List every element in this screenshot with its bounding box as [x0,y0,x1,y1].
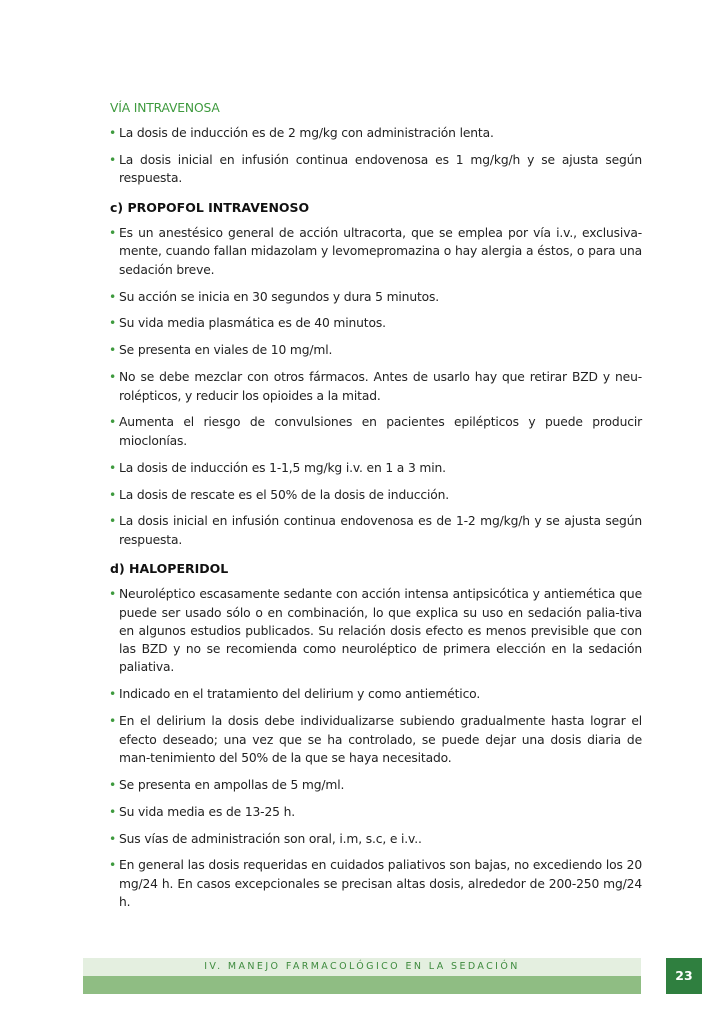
via-intravenosa-list [110,124,642,187]
section-heading-via-intravenosa: VÍA INTRAVENOSA [110,101,220,115]
list-item: • Es un anestésico general de acción ultracorta, que se emplea por vía i.v., exclusiva-mente, cuando fallan midazolam y levomepromazina o hay alergia a éstos, o para una sedación breve. [110,224,642,279]
list-item: • Su vida media plasmática es de 40 minutos. [110,314,642,332]
section-title-haloperidol: d) HALOPERIDOL [110,560,229,576]
list-item: • Indicado en el tratamiento del delirium y como antiemético. [110,685,642,703]
list-item: • No se debe mezclar con otros fármacos. Antes de usarlo hay que retirar BZD y neu-rolépticos, y reducir los opioides a la mitad. [110,368,642,405]
main-content [110,99,642,920]
list-item: • La dosis inicial en infusión continua endovenosa es de 1-2 mg/kg/h y se ajusta según respuesta. [110,512,642,549]
section-title-propofol: c) PROPOFOL INTRAVENOSO [110,199,310,215]
haloperidol-list [110,585,642,911]
list-item: • La dosis de inducción es 1-1,5 mg/kg i.v. en 1 a 3 min. [110,459,642,477]
list-item: • Su acción se inicia en 30 segundos y dura 5 minutos. [110,288,642,306]
list-item: • Neuroléptico escasamente sedante con acción intensa antipsicótica y antiemética que puede ser usado sólo o en combinación, lo que explica su uso en sedación palia-tiva en algunos estudios publicados. Su relación dosis efecto es menos previsible que con las BZD y no se recomienda como neuroléptico de primera elección en la sedación paliativa. [110,585,642,676]
propofol-list [110,224,642,549]
list-item: • En el delirium la dosis debe individualizarse subiendo gradualmente hasta lograr el efecto deseado; una vez que se ha controlado, se puede dejar una dosis diaria de man-tenimiento del 50% de la que se haya necesitado. [110,712,642,767]
list-item: • Su vida media es de 13-25 h. [110,803,642,821]
footer-chapter-title: IV. MANEJO FARMACOLÓGICO EN LA SEDACIÓN [204,961,520,972]
list-item: • Se presenta en viales de 10 mg/ml. [110,341,642,359]
list-item: • Aumenta el riesgo de convulsiones en pacientes epilépticos y puede producir mioclonías. [110,413,642,450]
list-item: • Se presenta en ampollas de 5 mg/ml. [110,776,642,794]
list-item: • La dosis inicial en infusión continua endovenosa es 1 mg/kg/h y se ajusta según respuesta. [110,151,642,188]
list-item: • Sus vías de administración son oral, i.m, s.c, e i.v.. [110,830,642,848]
page-number: 23 [666,958,702,994]
footer-band-dark [83,976,641,994]
list-item: • La dosis de inducción es de 2 mg/kg con administración lenta. [110,124,642,142]
list-item: • En general las dosis requeridas en cuidados paliativos son bajas, no excediendo los 20 mg/24 h. En casos excepcionales se precisan altas dosis, alrededor de 200-250 mg/24 h. [110,856,642,911]
list-item: • La dosis de rescate es el 50% de la dosis de inducción. [110,486,642,504]
